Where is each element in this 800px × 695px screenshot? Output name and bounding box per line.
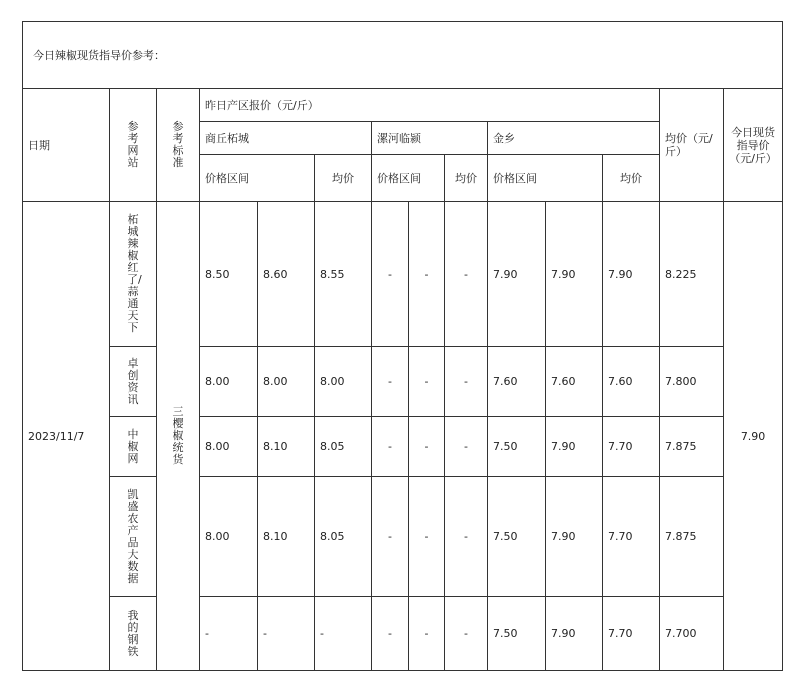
average-cell: 7.875 [660,417,724,477]
table-row [23,597,783,671]
site-cell: 中椒网 [110,417,157,477]
price-cell: 8.00 [258,347,315,417]
price-cell: - [409,597,445,671]
average-cell: 7.800 [660,347,724,417]
site-cell: 卓创资讯 [110,347,157,417]
region-luohe-header: 漯河临颍 [372,122,488,155]
yesterday-price-header: 昨日产区报价（元/斤） [200,89,660,122]
price-cell: 8.10 [258,417,315,477]
table-row [23,202,783,347]
price-cell: 8.60 [258,202,315,347]
price-cell: - [409,477,445,597]
price-cell: 7.60 [546,347,603,417]
table-row [23,477,783,597]
region-jinxiang-header: 金乡 [488,122,660,155]
average-cell: 7.875 [660,477,724,597]
price-cell: 7.70 [603,417,660,477]
price-cell: 7.90 [546,597,603,671]
price-cell: - [409,202,445,347]
price-cell: 7.90 [546,477,603,597]
price-cell: 7.90 [546,417,603,477]
price-cell: - [372,477,409,597]
site-cell: 柘城辣椒红了/蒜通天下 [110,202,157,347]
price-cell: - [372,597,409,671]
price-cell: 7.60 [488,347,546,417]
table-row [23,417,783,477]
site-header: 参考网站 [110,89,157,202]
price-cell: 8.10 [258,477,315,597]
price-table [22,21,783,671]
price-cell: - [372,347,409,417]
table-title: 今日辣椒现货指导价参考： [23,22,783,89]
site-cell: 我的钢铁 [110,597,157,671]
price-cell: - [445,477,488,597]
price-cell: 7.50 [488,597,546,671]
site-cell: 凯盛农产品大数据 [110,477,157,597]
price-cell: 8.50 [200,202,258,347]
price-cell: 7.60 [603,347,660,417]
price-cell: - [315,597,372,671]
price-cell: 8.55 [315,202,372,347]
region-shangqiu-header: 商丘柘城 [200,122,372,155]
avg-header: 均价 [315,155,372,202]
price-cell: 7.90 [546,202,603,347]
price-cell: - [372,202,409,347]
average-cell: 8.225 [660,202,724,347]
avg-header: 均价 [603,155,660,202]
price-cell: 7.90 [603,202,660,347]
average-header: 均价（元/斤） [660,89,724,202]
price-cell: - [445,347,488,417]
price-cell: - [445,597,488,671]
guide-price-cell: 7.90 [724,202,783,671]
price-cell: - [445,202,488,347]
price-cell: 7.90 [488,202,546,347]
date-cell: 2023/11/7 [23,202,110,671]
guide-price-header: 今日现货指导价（元/斤） [724,89,783,202]
price-cell: 7.70 [603,477,660,597]
price-cell: 7.50 [488,417,546,477]
price-cell: 8.00 [200,417,258,477]
price-cell: 7.70 [603,597,660,671]
price-cell: 8.05 [315,477,372,597]
standard-cell: 三樱椒统货 [157,202,200,671]
range-header: 价格区间 [200,155,315,202]
range-header: 价格区间 [372,155,445,202]
price-cell: - [200,597,258,671]
standard-header: 参考标准 [157,89,200,202]
range-header: 价格区间 [488,155,603,202]
date-header: 日期 [23,89,110,202]
avg-header: 均价 [445,155,488,202]
price-cell: 8.00 [315,347,372,417]
price-cell: 7.50 [488,477,546,597]
price-cell: - [409,417,445,477]
price-cell: - [445,417,488,477]
price-cell: 8.00 [200,347,258,417]
price-cell: - [372,417,409,477]
price-cell: - [258,597,315,671]
price-cell: 8.00 [200,477,258,597]
table-row [23,347,783,417]
price-cell: 8.05 [315,417,372,477]
price-cell: - [409,347,445,417]
average-cell: 7.700 [660,597,724,671]
